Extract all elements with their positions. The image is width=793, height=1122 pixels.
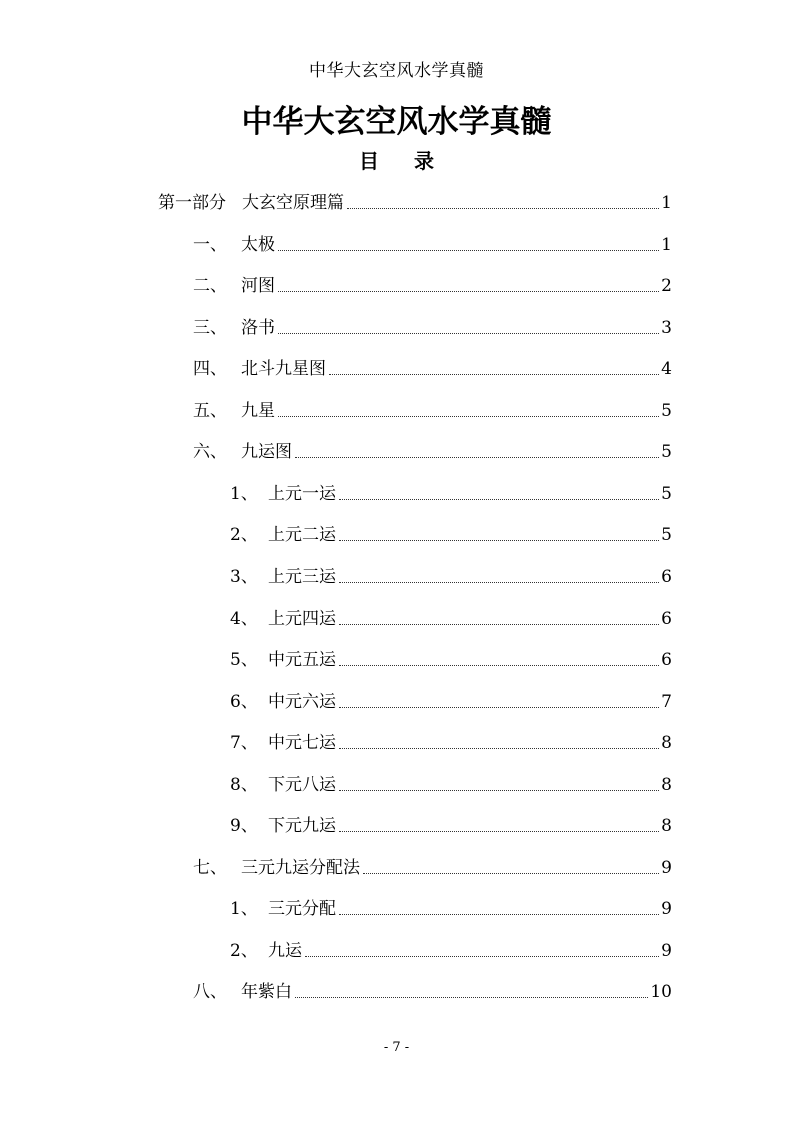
toc-entry-number: 第一部分 — [158, 193, 226, 213]
toc-entry-page: 3 — [661, 317, 672, 338]
toc-dot-leader — [278, 250, 659, 251]
toc-entry[interactable] — [158, 188, 672, 214]
toc-entry-number: 1、 — [230, 899, 258, 920]
toc-entry-label: 北斗九星图 — [241, 359, 326, 380]
toc-dot-leader — [295, 997, 648, 998]
toc-entry-page: 5 — [661, 442, 672, 463]
toc-entry-page: 6 — [661, 608, 672, 629]
toc-entry-label: 上元四运 — [268, 608, 336, 629]
toc-entry[interactable] — [193, 437, 672, 463]
toc-entry[interactable] — [193, 396, 672, 422]
toc-entry[interactable] — [230, 645, 672, 671]
toc-entry-number: 2、 — [230, 940, 258, 961]
toc-dot-leader — [339, 748, 659, 749]
toc-entry-number: 六、 — [193, 442, 227, 463]
toc-entry-label: 中元七运 — [268, 733, 336, 754]
toc-entry-label: 下元八运 — [268, 774, 336, 795]
toc-entry-number: 1、 — [230, 483, 258, 504]
toc-dot-leader — [339, 914, 659, 915]
toc-entry-label: 九星 — [241, 400, 275, 421]
toc-entry-number: 7、 — [230, 733, 258, 754]
toc-entry-number: 9、 — [230, 816, 258, 837]
toc-entry[interactable] — [193, 271, 672, 297]
toc-dot-leader — [339, 790, 659, 791]
toc-entry-number: 三、 — [193, 317, 227, 338]
toc-entry[interactable] — [230, 520, 672, 546]
toc-entry-label: 三元九运分配法 — [241, 857, 360, 878]
toc-dot-leader — [339, 831, 659, 832]
toc-entry-number: 6、 — [230, 691, 258, 712]
toc-entry-label: 三元分配 — [268, 899, 336, 920]
toc-entry-page: 8 — [661, 733, 672, 754]
toc-entry-page: 6 — [661, 650, 672, 671]
toc-dot-leader — [278, 291, 659, 292]
toc-entry-page: 5 — [661, 483, 672, 504]
toc-entry[interactable] — [230, 604, 672, 630]
toc-entry[interactable] — [193, 853, 672, 879]
toc-entry-page: 8 — [661, 816, 672, 837]
toc-entry[interactable] — [193, 313, 672, 339]
toc-entry-number: 5、 — [230, 650, 258, 671]
toc-entry-page: 2 — [661, 276, 672, 297]
toc-entry[interactable] — [230, 936, 672, 962]
toc-entry-page: 6 — [661, 566, 672, 587]
toc-dot-leader — [363, 873, 659, 874]
toc-dot-leader — [278, 416, 659, 417]
toc-entry-label: 洛书 — [241, 317, 275, 338]
toc-entry-page: 9 — [661, 899, 672, 920]
toc-entry-label: 年紫白 — [241, 982, 292, 1003]
toc-entry-label: 上元三运 — [268, 566, 336, 587]
toc-entry[interactable] — [230, 811, 672, 837]
toc-entry[interactable] — [230, 770, 672, 796]
toc-entry-page: 1 — [661, 234, 672, 255]
toc-entry-page: 9 — [661, 940, 672, 961]
toc-entry-number: 五、 — [193, 400, 227, 421]
toc-entry-label: 中元五运 — [268, 650, 336, 671]
toc-entry-number: 八、 — [193, 982, 227, 1003]
toc-dot-leader — [339, 624, 659, 625]
toc-entry-page: 10 — [650, 982, 672, 1003]
toc-entry-label: 河图 — [241, 276, 275, 297]
toc-dot-leader — [339, 582, 659, 583]
toc-entry[interactable] — [230, 728, 672, 754]
toc-entry-label: 下元九运 — [268, 816, 336, 837]
toc-dot-leader — [305, 956, 659, 957]
toc-dot-leader — [295, 457, 659, 458]
toc-entry[interactable] — [193, 354, 672, 380]
toc-entry-label: 上元一运 — [268, 483, 336, 504]
toc-entry-number: 2、 — [230, 525, 258, 546]
toc-entry-label: 九运 — [268, 940, 302, 961]
toc-entry[interactable] — [193, 977, 672, 1003]
toc-entry-page: 4 — [661, 359, 672, 380]
toc-entry-number: 3、 — [230, 566, 258, 587]
toc-entry[interactable] — [193, 230, 672, 256]
toc-entry-label: 上元二运 — [268, 525, 336, 546]
toc-entry-number: 二、 — [193, 276, 227, 297]
toc-entry[interactable] — [230, 479, 672, 505]
toc-dot-leader — [347, 208, 659, 209]
toc-dot-leader — [339, 499, 659, 500]
toc-entry[interactable] — [230, 687, 672, 713]
toc-entry-label: 太极 — [241, 234, 275, 255]
toc-entry-page: 5 — [661, 525, 672, 546]
toc-entry-number: 七、 — [193, 857, 227, 878]
running-header: 中华大玄空风水学真髓 — [309, 61, 484, 81]
toc-entry-page: 1 — [661, 193, 672, 213]
toc-entry-label: 大玄空原理篇 — [242, 193, 344, 213]
toc-entry-number: 4、 — [230, 608, 258, 629]
toc-entry-page: 7 — [661, 691, 672, 712]
toc-entry-page: 5 — [661, 400, 672, 421]
toc-entry[interactable] — [230, 894, 672, 920]
toc-entry-page: 9 — [661, 857, 672, 878]
toc-heading: 目 录 — [359, 149, 448, 173]
toc-entry-page: 8 — [661, 774, 672, 795]
toc-dot-leader — [339, 665, 659, 666]
toc-dot-leader — [339, 540, 659, 541]
toc-dot-leader — [329, 374, 659, 375]
toc-entry-label: 中元六运 — [268, 691, 336, 712]
toc-entry-label: 九运图 — [241, 442, 292, 463]
page-number: - 7 - — [383, 1040, 410, 1055]
document-title: 中华大玄空风水学真髓 — [241, 104, 552, 140]
toc-entry-number: 8、 — [230, 774, 258, 795]
toc-dot-leader — [339, 707, 659, 708]
toc-entry-number: 一、 — [193, 234, 227, 255]
toc-dot-leader — [278, 333, 659, 334]
toc-entry-number: 四、 — [193, 359, 227, 380]
toc-entry[interactable] — [230, 562, 672, 588]
